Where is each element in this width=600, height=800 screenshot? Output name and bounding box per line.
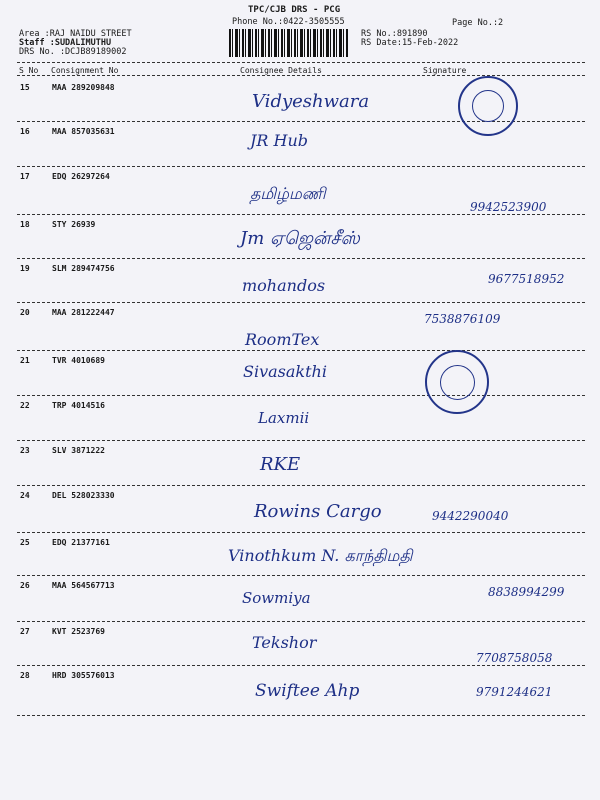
row-sno: 19	[20, 264, 30, 273]
consignment-number: MAA 564567713	[52, 581, 115, 590]
page-number: Page No.:2	[452, 18, 504, 28]
row-divider	[17, 665, 585, 666]
row-sno: 23	[20, 446, 30, 455]
row-sno: 16	[20, 127, 30, 136]
column-consignment: Consignment No	[51, 66, 119, 75]
column-sno: S No	[19, 66, 39, 75]
consignment-number: MAA 289209848	[52, 83, 115, 92]
header-rule-bottom	[17, 75, 585, 76]
consignee-phone: 7708758058	[476, 651, 553, 665]
consignment-number: EDQ 26297264	[52, 172, 110, 181]
area-field: Area :RAJ NAIDU STREET	[19, 29, 132, 39]
consignee-handwriting: Laxmii	[258, 409, 310, 427]
rs-number: RS No.:891890	[361, 29, 428, 39]
consignee-handwriting: Sivasakthi	[243, 362, 327, 381]
consignment-number: EDQ 21377161	[52, 538, 110, 547]
barcode-icon	[229, 29, 349, 57]
row-divider	[17, 485, 585, 486]
consignee-phone: 9791244621	[476, 685, 553, 699]
consignee-handwriting: RoomTex	[245, 330, 320, 349]
sivasakthi-stamp-icon	[425, 350, 489, 414]
consignee-handwriting: mohandos	[242, 276, 326, 295]
consignment-number: HRD 305576013	[52, 671, 115, 680]
row-divider	[17, 575, 585, 576]
consignment-number: SLM 289474756	[52, 264, 115, 273]
phone-number: Phone No.:0422-3505555	[232, 17, 345, 27]
consignee-phone: 9442290040	[432, 509, 509, 523]
consignee-handwriting: தமிழ்மணி	[250, 184, 326, 203]
consignee-handwriting: JR Hub	[250, 131, 309, 150]
row-sno: 28	[20, 671, 30, 680]
consignee-handwriting: Jm ஏஜென்சீஸ்	[240, 228, 360, 249]
consignee-phone: 9677518952	[488, 272, 565, 286]
consignment-number: MAA 281222447	[52, 308, 115, 317]
row-divider	[17, 350, 585, 351]
rs-date: RS Date:15-Feb-2022	[361, 38, 459, 48]
row-divider	[17, 532, 585, 533]
row-sno: 26	[20, 581, 30, 590]
consignee-handwriting: RKE	[260, 454, 301, 475]
row-divider	[17, 258, 585, 259]
consignment-number: MAA 857035631	[52, 127, 115, 136]
row-divider	[17, 621, 585, 622]
row-sno: 18	[20, 220, 30, 229]
row-sno: 22	[20, 401, 30, 410]
textile-stamp-icon	[458, 76, 518, 136]
row-sno: 21	[20, 356, 30, 365]
consignee-handwriting: Sowmiya	[242, 589, 311, 607]
document-title: TPC/CJB DRS - PCG	[248, 5, 341, 15]
consignee-phone: 9942523900	[470, 200, 547, 214]
consignment-number: TRP 4014516	[52, 401, 105, 410]
row-sno: 24	[20, 491, 30, 500]
consignee-phone: 8838994299	[488, 585, 565, 599]
consignee-phone: 7538876109	[424, 312, 501, 326]
consignment-number: SLV 3871222	[52, 446, 105, 455]
row-divider	[17, 715, 585, 716]
row-sno: 20	[20, 308, 30, 317]
column-consignee-details: Consignee Details	[240, 66, 322, 75]
consignee-handwriting: Tekshor	[252, 633, 317, 652]
staff-field: Staff :SUDALIMUTHU	[19, 38, 112, 48]
row-divider	[17, 166, 585, 167]
row-sno: 27	[20, 627, 30, 636]
row-sno: 15	[20, 83, 30, 92]
consignee-handwriting: Vinothkum N. காந்திமதி	[228, 546, 413, 565]
row-sno: 25	[20, 538, 30, 547]
row-divider	[17, 302, 585, 303]
consignment-number: STY 26939	[52, 220, 96, 229]
header-rule-top	[17, 62, 585, 63]
consignee-handwriting: Swiftee Ahp	[255, 681, 360, 701]
column-signature: Signature	[423, 66, 467, 75]
consignment-number: KVT 2523769	[52, 627, 105, 636]
drs-number: DRS No. :DCJB89189002	[19, 47, 127, 57]
row-divider	[17, 440, 585, 441]
consignee-handwriting: Rowins Cargo	[254, 501, 382, 522]
consignment-number: TVR 4010689	[52, 356, 105, 365]
row-divider	[17, 214, 585, 215]
row-divider	[17, 395, 585, 396]
consignee-handwriting: Vidyeshwara	[252, 91, 370, 112]
consignment-number: DEL 528023330	[52, 491, 115, 500]
row-sno: 17	[20, 172, 30, 181]
